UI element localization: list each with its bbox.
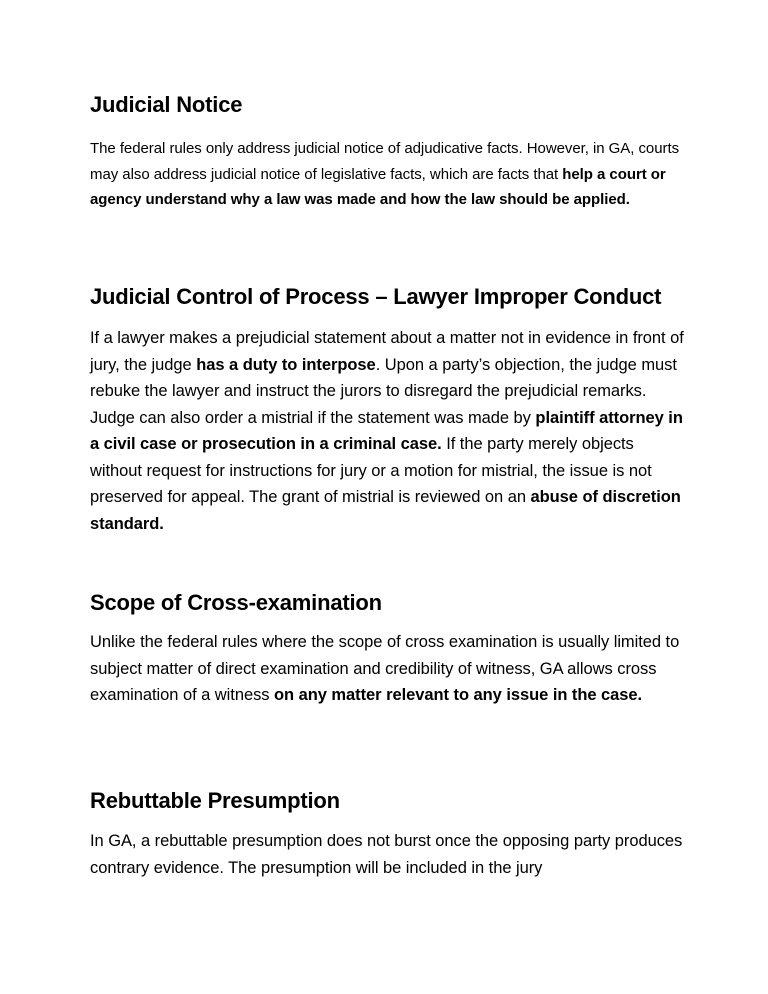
body-bold-text: has a duty to interpose (196, 355, 376, 374)
body-text: . Upon a party’s objection, the judge must rebuke the lawyer and instruct the jurors to disregard the prejudicial remarks. Judge can also order a mistrial if the statement was made by (90, 355, 677, 427)
body-bold-text: abuse of discretion standard. (90, 488, 681, 533)
section-body-judicial-notice (90, 136, 690, 213)
section-body-rebuttable-presumption (90, 828, 690, 881)
section-heading-judicial-notice: Judicial Notice (90, 92, 243, 117)
body-text: If the party merely objects without request for instructions for jury or a motion for mistrial, the issue is not preserved for appeal. The grant of mistrial is reviewed on an (90, 435, 652, 506)
body-text: The federal rules only address judicial notice of adjudicative facts. However, in GA, courts may also address judicial notice of legislative facts, which are facts that (90, 140, 680, 183)
body-bold-text: plaintiff attorney in a civil case or prosecution in a criminal case. (90, 408, 683, 453)
body-text: In GA, a rebuttable presumption does not burst once the opposing party produces contrary evidence. The presumption will be included in the jury (90, 832, 683, 877)
section-heading-rebuttable-presumption: Rebuttable Presumption (90, 788, 340, 813)
body-text: Unlike the federal rules where the scope of cross examination is usually limited to subject matter of direct examination and credibility of witness, GA allows cross examination of a witness (90, 633, 680, 704)
section-heading-cross-examination: Scope of Cross-examination (90, 590, 382, 615)
body-bold-text: help a court or agency understand why a law was made and how the law should be applied. (90, 165, 666, 208)
body-bold-text: on any matter relevant to any issue in the case. (274, 686, 643, 704)
section-body-judicial-control (90, 325, 690, 537)
section-heading-judicial-control: Judicial Control of Process – Lawyer Improper Conduct (90, 284, 662, 309)
section-body-cross-examination (90, 629, 690, 709)
body-text: If a lawyer makes a prejudicial statement about a matter not in evidence in front of jury, the judge (90, 329, 684, 374)
